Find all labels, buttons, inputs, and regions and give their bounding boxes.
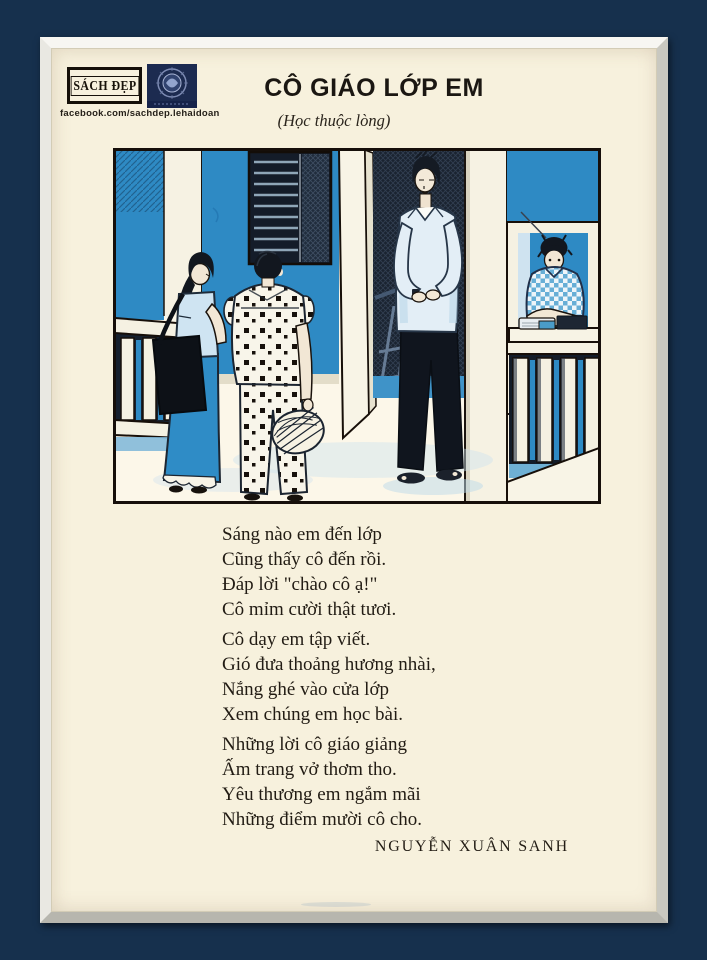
right-window-section: [507, 150, 599, 502]
shuttered-window: [249, 152, 331, 264]
page-title: CÔ GIÁO LỚP EM: [264, 74, 484, 102]
poem-line: Cô dạy em tập viết.: [222, 629, 371, 650]
poem-line: Ấm trang vở thơm tho.: [222, 759, 397, 780]
poem-line: Cô mỉm cười thật tươi.: [222, 599, 397, 620]
poem-stanza: [222, 627, 436, 727]
poem-line: Cũng thấy cô đến rồi.: [222, 549, 387, 570]
seal-icon: [147, 64, 197, 108]
poem-line: Gió đưa thoảng hương nhài,: [222, 654, 436, 675]
poem: [222, 522, 436, 837]
right-pillar: [465, 150, 507, 502]
subtitle: (Học thuộc lòng): [277, 111, 391, 130]
scan-smudge: [301, 902, 371, 907]
sach-dep-logo: [67, 67, 142, 104]
poem-line: Nắng ghé vào cửa lớp: [222, 679, 390, 700]
poem-stanza: [222, 522, 436, 622]
picture-frame: [40, 37, 668, 923]
poem-line: Xem chúng em học bài.: [222, 704, 403, 725]
poem-stanza: [222, 732, 436, 832]
poem-line: Sáng nào em đến lớp: [222, 524, 382, 545]
poem-line: Yêu thương em ngắm mãi: [222, 784, 421, 805]
classroom-scene-svg: [113, 148, 601, 504]
logo-text: SÁCH ĐẸP: [70, 76, 139, 96]
open-door: [339, 150, 376, 438]
illustration: [113, 148, 601, 504]
book-page: [51, 48, 657, 912]
poem-line: Đáp lời "chào cô ạ!": [222, 574, 378, 595]
author-name: NGUYỄN XUÂN SANH: [374, 838, 569, 855]
poem-line: Những lời cô giáo giảng: [222, 734, 407, 755]
facebook-url: facebook.com/sachdep.lehaidoan: [60, 108, 220, 119]
poem-line: Những điểm mười cô cho.: [222, 809, 423, 830]
